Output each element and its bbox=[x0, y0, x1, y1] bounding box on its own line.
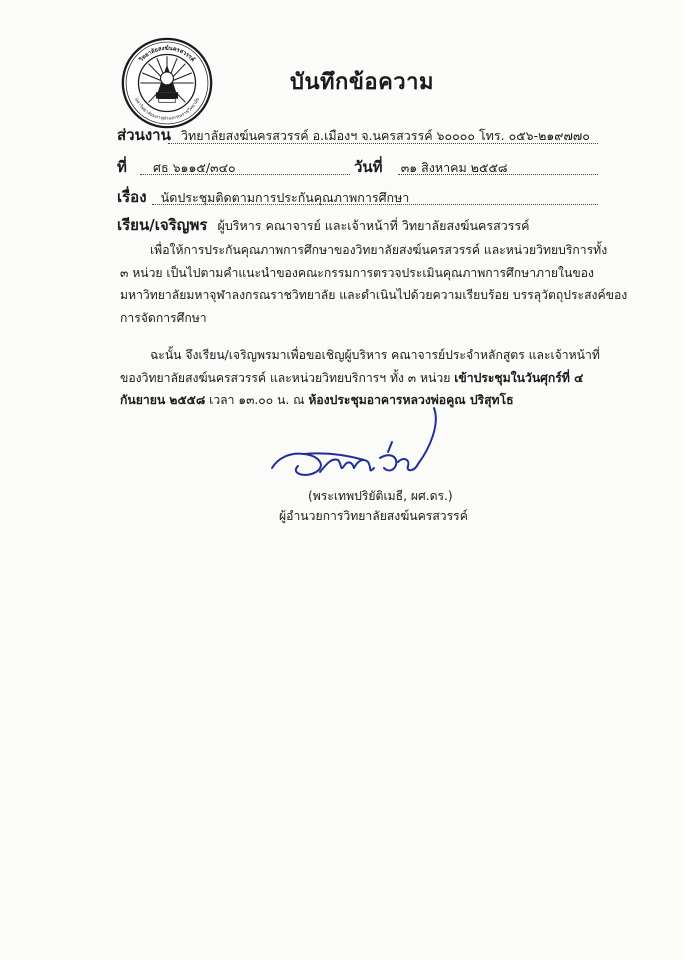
subject-value: นัดประชุมติดตามการประกันคุณภาพการศึกษา bbox=[160, 190, 410, 205]
paragraph-1-line-4: การจัดการศึกษา bbox=[120, 310, 207, 325]
date-label: วันที่ bbox=[354, 158, 383, 176]
reference-value: ศธ ๖๑๑๕/๓๔๐ bbox=[153, 160, 236, 175]
reference-row bbox=[117, 155, 236, 179]
reference-label: ที่ bbox=[117, 158, 127, 176]
paragraph-1-line-3: มหาวิทยาลัยมหาจุฬาลงกรณราชวิทยาลัย และดำเนินไปด้วยความเรียบร้อย บรรลุวัตถุประสงค์ของ bbox=[120, 288, 628, 302]
paragraph-2-line-1: ฉะนั้น จึงเรียน/เจริญพรมาเพื่อขอเชิญผู้บริหาร คณาจารย์ประจำหลักสูตร และเจ้าหน้าที่ bbox=[150, 348, 600, 362]
salutation-label: เรียน/เจริญพร bbox=[117, 216, 208, 234]
svg-text:มหาวิทยาลัยมหาจุฬาลงกรณราชวิทย: มหาวิทยาลัยมหาจุฬาลงกรณราชวิทยาลัย bbox=[133, 97, 201, 122]
subject-label: เรื่อง bbox=[117, 188, 147, 206]
paragraph-1-line-1: เพื่อให้การประกันคุณภาพการศึกษาของวิทยาลัยสงฆ์นครสวรรค์ และหน่วยวิทยบริการทั้ง bbox=[150, 243, 608, 257]
body-paragraph-1 bbox=[120, 239, 628, 329]
department-value: วิทยาลัยสงฆ์นครสวรรค์ อ.เมืองฯ จ.นครสวรรค์ ๖๐๐๐๐ โทร. ๐๕๖-๒๑๙๗๗๐ bbox=[180, 128, 590, 143]
paragraph-1-line-2: ๓ หน่วย เป็นไปตามคำแนะนำของคณะกรรมการตรวจประเมินคุณภาพการศึกษาภายในของ bbox=[120, 265, 594, 280]
salutation-value: ผู้บริหาร คณาจารย์ และเจ้าหน้าที่ วิทยาลัยสงฆ์นครสวรรค์ bbox=[217, 218, 530, 233]
signatory-position: ผู้อำนวยการวิทยาลัยสงฆ์นครสวรรค์ bbox=[279, 509, 468, 523]
department-label: ส่วนงาน bbox=[117, 126, 171, 144]
subject-dotted-line bbox=[152, 204, 598, 205]
university-seal-logo bbox=[121, 37, 213, 129]
reference-dotted-line bbox=[140, 174, 350, 175]
department-dotted-line bbox=[168, 143, 598, 144]
date-row bbox=[354, 155, 508, 179]
date-value: ๓๑ สิงหาคม ๒๕๕๘ bbox=[400, 160, 508, 175]
paragraph-2-line-2-text: ของวิทยาลัยสงฆ์นครสวรรค์ และหน่วยวิทยบริการฯ ทั้ง ๓ หน่วย bbox=[120, 370, 455, 385]
paragraph-2-line-2 bbox=[120, 367, 610, 390]
svg-text:วิทยาลัยสงฆ์นครสวรรค์: วิทยาลัยสงฆ์นครสวรรค์ bbox=[138, 45, 196, 64]
meeting-day-text: เข้าประชุมในวันศุกร์ที่ ๔ bbox=[454, 370, 584, 385]
date-dotted-line bbox=[398, 174, 598, 175]
meeting-time-text: เวลา ๑๓.๐๐ น. ณ bbox=[205, 393, 309, 407]
meeting-month-text: กันยายน ๒๕๕๘ bbox=[120, 393, 206, 407]
signatory-name: (พระเทพปริยัติเมธี, ผศ.ดร.) bbox=[308, 489, 453, 503]
director-signature-image bbox=[268, 402, 448, 492]
meeting-room-text: ห้องประชุมอาคารหลวงพ่อคูณ ปริสุทโธ bbox=[308, 393, 514, 407]
memo-title: บันทึกข้อความ bbox=[290, 70, 435, 95]
subject-row bbox=[117, 185, 409, 209]
salutation-row bbox=[117, 213, 530, 237]
